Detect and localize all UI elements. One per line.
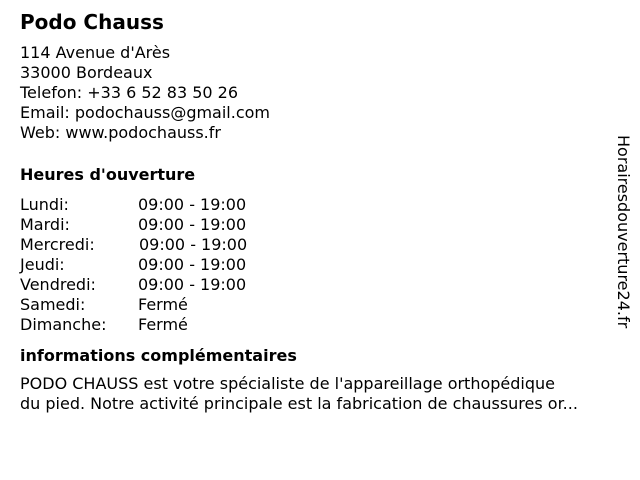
site-watermark: Horairesdouverture24.fr (614, 135, 633, 329)
description-line: du pied. Notre activité principale est la fabrication de chaussures or... (20, 394, 578, 413)
hours-row-monday (20, 195, 620, 215)
day-label: Dimanche: (20, 315, 107, 334)
day-hours: 09:00 - 19:00 (139, 235, 248, 254)
email-line: Email: podochauss@gmail.com (20, 103, 271, 122)
day-hours: 09:00 - 19:00 (138, 255, 247, 274)
street-address: 114 Avenue d'Arès (20, 43, 171, 62)
day-label: Mercredi: (20, 235, 95, 254)
business-description (20, 374, 630, 414)
hours-row-tuesday (20, 215, 620, 235)
hours-row-friday (20, 275, 620, 295)
business-card (20, 10, 620, 414)
hours-row-wednesday (20, 235, 620, 255)
business-name: Podo Chauss (20, 10, 164, 34)
web-line: Web: www.podochauss.fr (20, 123, 221, 142)
additional-info-title: informations complémentaires (20, 346, 297, 365)
day-hours: 09:00 - 19:00 (138, 275, 247, 294)
day-hours: 09:00 - 19:00 (138, 195, 247, 214)
postal-city: 33000 Bordeaux (20, 63, 153, 82)
day-label: Lundi: (20, 195, 69, 214)
day-label: Vendredi: (20, 275, 96, 294)
day-label: Jeudi: (20, 255, 65, 274)
day-hours: Fermé (138, 315, 188, 334)
phone-line: Telefon: +33 6 52 83 50 26 (20, 83, 239, 102)
opening-hours-title: Heures d'ouverture (20, 165, 196, 184)
address-block (20, 43, 620, 143)
hours-row-sunday (20, 315, 620, 335)
opening-hours-table (20, 195, 620, 335)
day-hours: 09:00 - 19:00 (138, 215, 247, 234)
day-label: Mardi: (20, 215, 70, 234)
day-hours: Fermé (138, 295, 188, 314)
hours-row-thursday (20, 255, 620, 275)
hours-row-saturday (20, 295, 620, 315)
day-label: Samedi: (20, 295, 86, 314)
description-line: PODO CHAUSS est votre spécialiste de l'appareillage orthopédique (20, 374, 555, 393)
